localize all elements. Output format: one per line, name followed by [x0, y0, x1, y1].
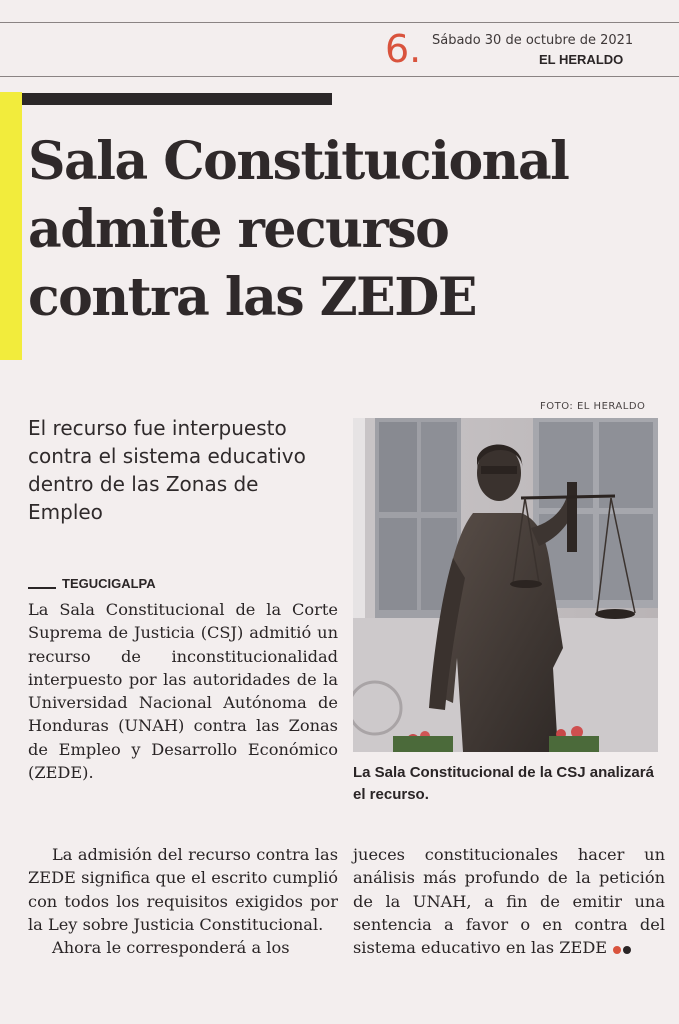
end-dot-red [613, 946, 621, 954]
article-paragraph-3: Ahora le corresponderá a los [52, 938, 290, 958]
article-column-left-bottom [28, 843, 338, 959]
article-column-right [353, 843, 665, 960]
article-paragraph-3-continued: jueces constitucionales hacer un análisis más profundo de la petición de la UNAH, a fin de emitir una sentencia a favor o en contra del sistema educativo en las ZEDE [353, 845, 665, 958]
highlight-accent [0, 92, 22, 360]
page-number: 6. [385, 27, 422, 71]
dateline: TEGUCIGALPA [62, 576, 156, 591]
headline [28, 128, 668, 332]
end-mark [613, 937, 633, 960]
article-column-left-top [28, 598, 338, 784]
photo-credit: FOTO: EL HERALDO [540, 401, 646, 412]
top-rule [0, 22, 679, 23]
headline-bar [22, 93, 332, 105]
header-rule [0, 76, 679, 77]
headline-line-1: Sala Constitucional [28, 131, 569, 192]
newspaper-name: EL HERALDO [539, 52, 624, 67]
issue-date: Sábado 30 de octubre de 2021 [432, 33, 634, 48]
headline-line-3: contra las ZEDE [28, 267, 477, 328]
dateline-rule [28, 587, 56, 589]
photo-caption: La Sala Constitucional de la CSJ analizará el recurso. [353, 764, 654, 803]
article-paragraph-1: La Sala Constitucional de la Corte Suprema de Justicia (CSJ) admitió un recurso de inconstitucionalidad interpuesto por las autoridades de la Universidad Nacional Autónoma de Honduras (UNAH) contra las Zonas de Empleo y Desarrollo Económico (ZEDE). [28, 600, 338, 783]
subheadline: El recurso fue interpuesto contra el sistema educativo dentro de las Zonas de Empleo [28, 416, 306, 524]
article-paragraph-2: La admisión del recurso contra las ZEDE significa que el escrito cumplió con todos los requisitos exigidos por la Ley sobre Justicia Constitucional. [28, 845, 338, 934]
headline-line-2: admite recurso [28, 199, 449, 260]
statue-photo [353, 418, 658, 752]
end-dot-dark [623, 946, 631, 954]
